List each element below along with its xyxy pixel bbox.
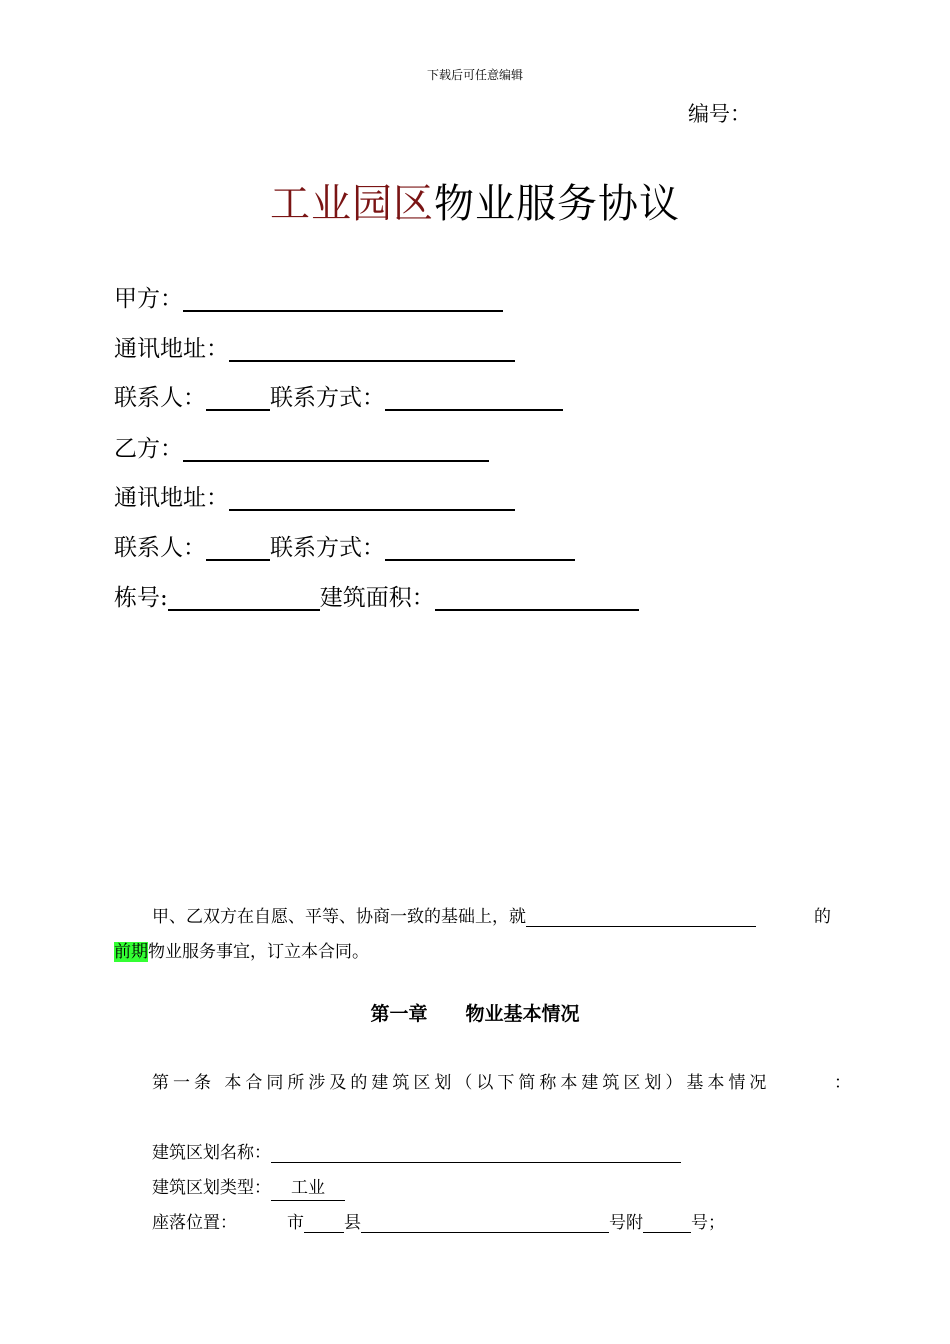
zone-name-blank[interactable] [271, 1142, 681, 1163]
building-area-label: 建筑面积： [319, 585, 435, 611]
location-number: 号附 [609, 1213, 643, 1233]
document-title [0, 172, 950, 229]
address-b-label: 通讯地址： [114, 485, 229, 511]
article-1-text: 第一条 本合同所涉及的建筑区划（以下简称本建筑区划）基本情况 [152, 1073, 771, 1093]
building-area-blank[interactable] [435, 583, 639, 611]
document-number-label: 编号： [688, 102, 751, 126]
chapter-name: 物业基本情况 [465, 1003, 580, 1025]
location-number-end: 号； [691, 1213, 725, 1233]
number-blank[interactable] [643, 1212, 691, 1233]
building-row [114, 583, 639, 613]
address-b-blank[interactable] [229, 483, 515, 511]
intro-line-2 [114, 940, 369, 964]
building-no-label: 栋号: [114, 585, 168, 611]
location-label: 座落位置： [152, 1213, 237, 1233]
zone-type-row [152, 1176, 345, 1201]
address-a-blank[interactable] [229, 334, 515, 362]
highlight-preliminary: 前期 [114, 942, 148, 962]
party-a-row [114, 284, 503, 314]
zone-name-label: 建筑区划名称： [152, 1143, 271, 1163]
intro-line-1-end: 的 [814, 907, 831, 927]
contact-method-b-label: 联系方式： [270, 535, 385, 561]
title-part-service-agreement: 物业服务协议 [434, 181, 680, 227]
location-county: 县 [344, 1213, 361, 1233]
contact-method-a-label: 联系方式： [270, 385, 385, 411]
intro-line-2-text: 物业服务事宜，订立本合同。 [148, 942, 369, 962]
chapter-number: 第一章 [370, 1003, 428, 1025]
party-b-blank[interactable] [183, 434, 489, 462]
zone-type-value[interactable]: 工业 [271, 1176, 345, 1201]
article-1-colon: ： [834, 1073, 851, 1093]
title-part-industrial-park: 工业园区 [270, 181, 434, 227]
intro-blank[interactable] [526, 906, 756, 927]
party-a-blank[interactable] [183, 284, 503, 312]
party-b-label: 乙方： [114, 436, 183, 462]
contact-method-a-blank[interactable] [385, 383, 563, 411]
chapter-heading [0, 999, 950, 1026]
contact-b-blank[interactable] [206, 533, 270, 561]
contact-b-row [114, 533, 575, 563]
contact-a-row [114, 383, 563, 413]
intro-line-1 [152, 905, 756, 929]
location-row [152, 1211, 725, 1235]
location-city: 市 [287, 1213, 304, 1233]
header-note: 下载后可任意编辑 [426, 68, 523, 82]
contact-b-label: 联系人： [114, 535, 206, 561]
intro-text-start: 甲、乙双方在自愿、平等、协商一致的基础上，就 [152, 907, 526, 927]
zone-type-label: 建筑区划类型： [152, 1178, 271, 1198]
zone-name-row [152, 1141, 681, 1165]
party-a-label: 甲方： [114, 286, 183, 312]
address-b-row [114, 483, 515, 513]
party-b-row [114, 434, 489, 464]
city-blank[interactable] [304, 1212, 344, 1233]
address-a-label: 通讯地址： [114, 336, 229, 362]
county-blank[interactable] [361, 1212, 609, 1233]
contact-a-label: 联系人： [114, 385, 206, 411]
contact-a-blank[interactable] [206, 383, 270, 411]
address-a-row [114, 334, 515, 364]
building-no-blank[interactable] [168, 583, 320, 611]
contact-method-b-blank[interactable] [385, 533, 575, 561]
